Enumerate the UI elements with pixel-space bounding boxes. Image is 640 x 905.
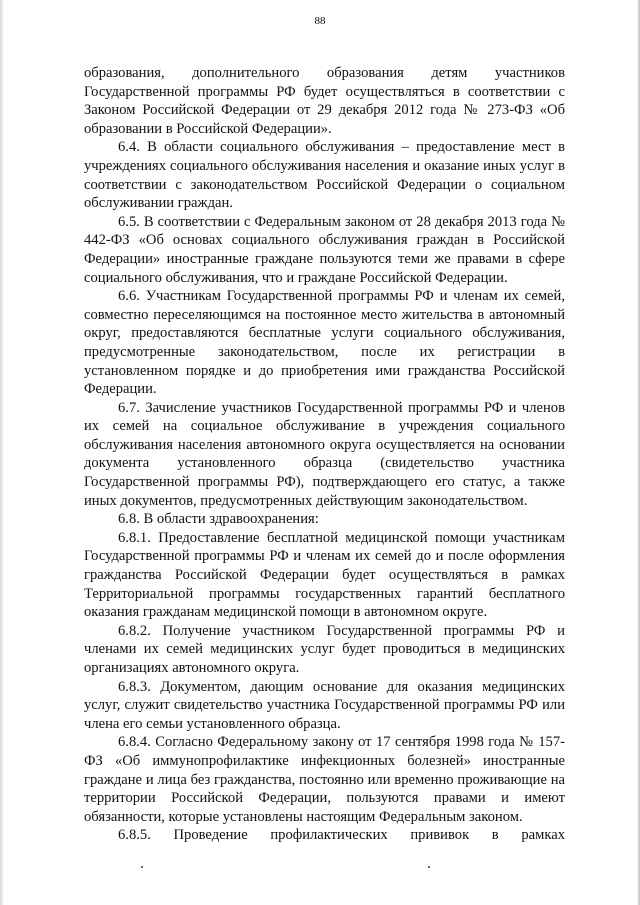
document-body (84, 64, 565, 845)
paragraph-education-continuation: образования, дополнительного образования детям участников Государственной программы РФ будет осуществляться в соответствии с Законом Российской Федерации от 29 декабря 2012 года № 273-ФЗ «Об образовании в Российской Федерации». (84, 65, 565, 137)
paragraph-6-8-4-immunoprophylaxis-law: 6.8.4. Согласно Федеральному закону от 17 сентября 1998 года № 157-ФЗ «Об иммунопрофилактике инфекционных болезней» иностранные граждане и лица без гражданства, постоянно или временно проживающие на территории Российской Федерации, пользуются правами и имеют обязанности, которые установлены настоящим Федеральным законом. (84, 734, 565, 825)
paragraph-6-8-healthcare: 6.8. В области здравоохранения: (118, 511, 319, 528)
scan-edge-left (0, 0, 4, 905)
paragraph-6-8-3-document-basis: 6.8.3. Документом, дающим основание для оказания медицинских услуг, служит свидетельство участника Государственной программы РФ или члена его семьи установленного образца. (84, 678, 565, 732)
paragraph-6-8-1-free-medical-care: 6.8.1. Предоставление бесплатной медицинской помощи участникам Государственной программы РФ и членам их семей до и после оформления гражданства Российской Федерации будет осуществляться в рамках Территориальной программы государственных гарантий бесплатного оказания гражданам медицинской помощи в автономном округе. (84, 529, 565, 621)
scan-speck (428, 866, 430, 868)
paragraph-6-6-free-social-services: 6.6. Участникам Государственной программы РФ и членам их семей, совместно переселяющимся на постоянное место жительства в автономный округ, предоставляются бесплатные услуги социального обслуживания, предусмотренные законодательством, после их регистрации в установленном порядке и до приобретения ими гражданства Российской Федерации. (84, 288, 565, 398)
scan-speck (141, 866, 143, 868)
paragraph-6-5-federal-law-442: 6.5. В соответствии с Федеральным законом от 28 декабря 2013 года № 442-ФЗ «Об основах социального обслуживания граждан в Российской Федерации» иностранные граждане пользуются теми же правами в сфере социального обслуживания, что и граждане Российской Федерации. (84, 213, 565, 286)
paragraph-6-8-5-vaccinations: 6.8.5. Проведение профилактических прививок в рамках (118, 827, 565, 844)
paragraph-6-8-2-medical-services: 6.8.2. Получение участником Государственной программы РФ и членами их семей медицинских услуг будет проводиться в медицинских организациях автономного округа. (84, 622, 565, 676)
paragraph-6-7-enrollment: 6.7. Зачисление участников Государственной программы РФ и членов их семей на социальное обслуживание в учреждения социального обслуживания населения автономного округа осуществляется на основании документа установленного образца (свидетельство участника Государственной программы РФ), подтверждающего его статус, а также иных документов, предусмотренных действующим законодательством. (84, 399, 565, 509)
page-number: 88 (314, 15, 326, 27)
paragraph-6-4-social-services: 6.4. В области социального обслуживания – предоставление мест в учреждениях социального обслуживания населения и оказание иных услуг в соответствии с законодательством Российской Федерации о социальном обслуживании граждан. (84, 139, 565, 212)
